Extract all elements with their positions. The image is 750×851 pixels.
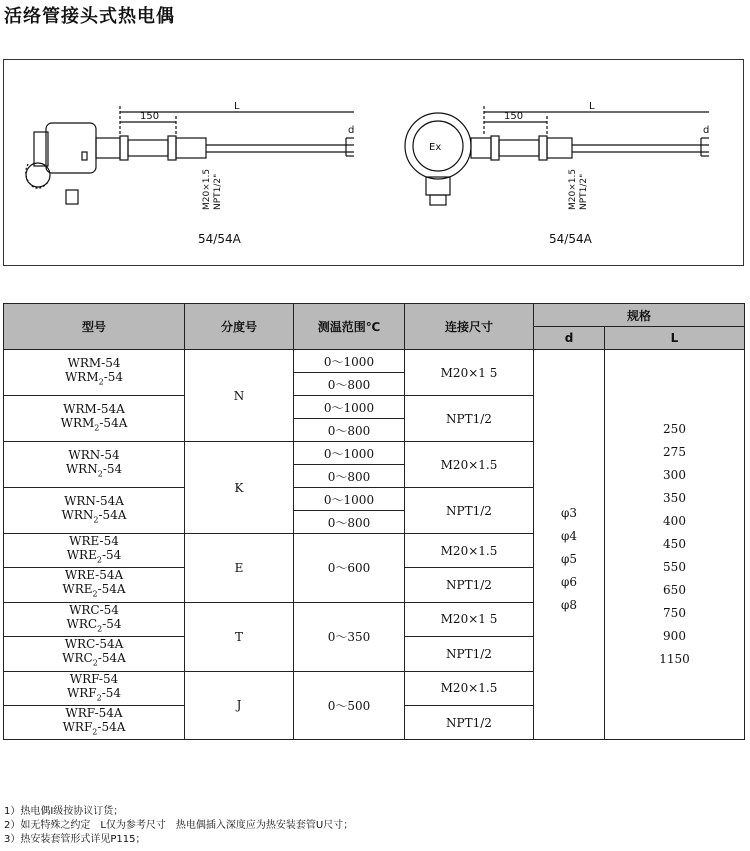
header-model: 型号 [4,304,185,350]
thread-label-left-1: M20×1.5 [202,168,212,210]
range-cell: 0～800 [294,511,405,534]
model-cell: WRM-54A $WRM_2-54A$ [4,396,185,442]
dim-L-left: L [234,101,240,112]
model-cell: WRN-54 $WRN_2-54$ [4,442,185,488]
d-value: φ4 [560,529,578,544]
range-cell: 0～800 [294,419,405,442]
connection-cell: M20×1.5 [405,442,534,488]
d-values-cell [534,350,605,740]
L-value: 400 [663,514,686,529]
L-value: 900 [663,629,686,644]
d-value: φ3 [560,506,578,521]
d-value: φ5 [560,552,578,567]
connection-cell: NPT1/2 [405,637,534,671]
model-cell: WRF-54 $WRF_2-54$ [4,671,185,705]
graduation-cell: K [185,442,294,534]
connection-cell: NPT1/2 [405,568,534,602]
junction-head-left [46,123,96,173]
model-label-left: 54/54A [198,232,241,246]
dim-L-right: L [589,101,595,112]
L-value: 450 [663,537,686,552]
dim-d-right: d [703,125,710,136]
L-value: 250 [663,422,686,437]
thermocouple-drawing-svg [4,60,745,267]
L-value: 650 [663,583,686,598]
range-cell: 0～800 [294,465,405,488]
model-cell: WRC-54 $WRC_2-54$ [4,602,185,636]
dimension-drawing [3,59,744,266]
model-label-right: 54/54A [549,232,592,246]
L-value: 275 [663,445,686,460]
footnote: 2）如无特殊之约定 L仅为参考尺寸 热电偶插入深度应为热安装套管U尺寸； [4,820,354,831]
dim-150-left: 150 [140,111,160,122]
connection-cell: NPT1/2 [405,396,534,442]
d-value: φ8 [560,598,578,613]
model-cell: WRC-54A $WRC_2-54A$ [4,637,185,671]
connection-cell: M20×1 5 [405,350,534,396]
header-graduation: 分度号 [185,304,294,350]
thread-label-right-1: M20×1.5 [568,168,578,210]
footnote: 3）热安装套管形式详见P115； [4,834,146,845]
connection-cell: M20×1.5 [405,534,534,568]
graduation-cell: T [185,602,294,671]
L-value: 350 [663,491,686,506]
range-cell: 0～1000 [294,350,405,373]
range-cell: 0～600 [294,534,405,603]
spec-table [3,303,745,740]
thread-label-left-2: NPT1/2" [213,173,223,210]
graduation-cell: J [185,671,294,740]
dim-150-right: 150 [504,111,524,122]
d-value: φ6 [560,575,578,590]
range-cell: 0～350 [294,602,405,671]
model-cell: WRE-54A $WRE_2-54A$ [4,568,185,602]
footnotes [4,805,353,847]
range-cell: 0～1000 [294,396,405,419]
L-value: 750 [663,606,686,621]
model-cell: WRE-54 $WRE_2-54$ [4,534,185,568]
L-value: 1150 [659,652,690,667]
range-cell: 0～1000 [294,488,405,511]
header-L: L [605,327,745,350]
header-connection: 连接尺寸 [405,304,534,350]
graduation-cell: N [185,350,294,442]
L-value: 550 [663,560,686,575]
connection-cell: M20×1.5 [405,671,534,705]
header-d: d [534,327,605,350]
L-values-cell [605,350,745,740]
range-cell: 0～1000 [294,442,405,465]
connection-cell: NPT1/2 [405,488,534,534]
header-spec: 规格 [534,304,745,327]
model-cell: WRN-54A $WRN_2-54A$ [4,488,185,534]
connection-cell: M20×1 5 [405,602,534,636]
range-cell: 0～800 [294,373,405,396]
page-title: 活络管接头式热电偶 [4,6,175,27]
dim-d-left: d [348,125,355,136]
graduation-cell: E [185,534,294,603]
range-cell: 0～500 [294,671,405,740]
thread-label-right-2: NPT1/2" [579,173,589,210]
model-cell: WRM-54 $WRM_2-54$ [4,350,185,396]
ex-mark: Ex [429,142,442,153]
header-range: 测温范围℃ [294,304,405,350]
L-value: 300 [663,468,686,483]
connection-cell: NPT1/2 [405,705,534,739]
model-cell: WRF-54A $WRF_2-54A$ [4,705,185,739]
footnote: 1）热电偶I级按协议订货； [4,806,124,817]
